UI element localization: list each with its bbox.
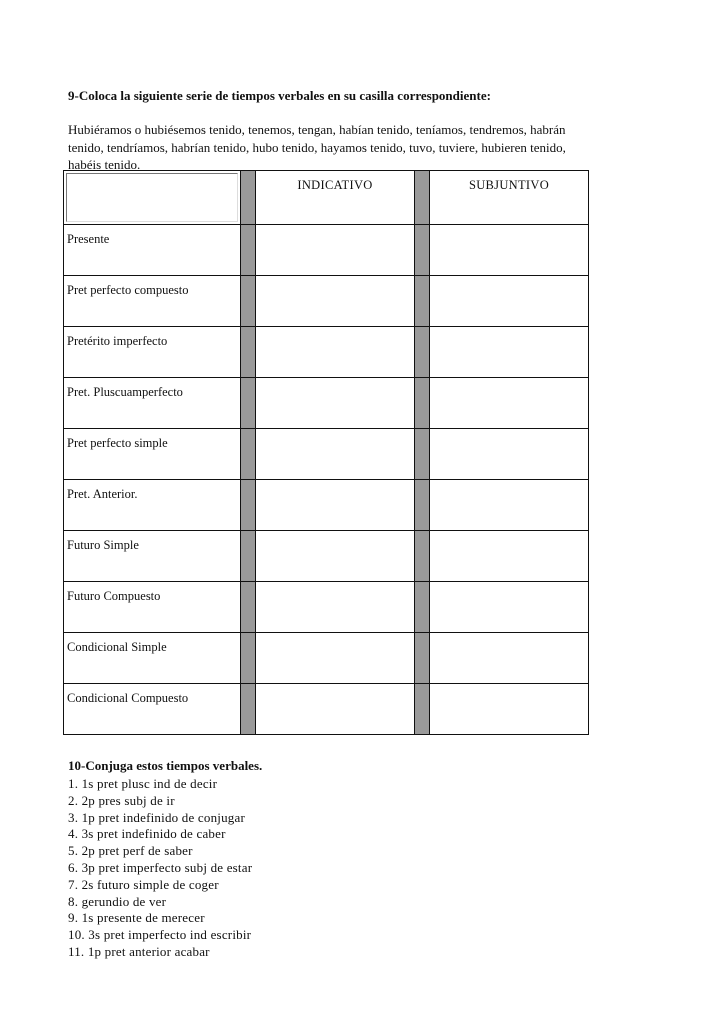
table-corner-cell	[64, 171, 241, 225]
gray-separator	[415, 429, 430, 480]
subjuntivo-answer-cell[interactable]	[430, 429, 589, 480]
indicativo-answer-cell[interactable]	[256, 378, 415, 429]
table-row	[64, 429, 589, 480]
tense-label: Pret. Pluscuamperfecto	[64, 378, 241, 429]
indicativo-answer-cell[interactable]	[256, 276, 415, 327]
indicativo-answer-cell[interactable]	[256, 633, 415, 684]
table-row	[64, 633, 589, 684]
indicativo-answer-cell[interactable]	[256, 225, 415, 276]
list-item: 11. 1p pret anterior acabar	[68, 943, 210, 959]
tense-label: Condicional Simple	[64, 633, 241, 684]
table-row	[64, 684, 589, 735]
table-row	[64, 378, 589, 429]
table-row	[64, 582, 589, 633]
subjuntivo-answer-cell[interactable]	[430, 582, 589, 633]
gray-separator	[241, 684, 256, 735]
tense-label: Futuro Simple	[64, 531, 241, 582]
gray-separator	[415, 171, 430, 225]
indicativo-answer-cell[interactable]	[256, 327, 415, 378]
tense-classification-table	[63, 170, 589, 735]
list-item: 9. 1s presente de merecer	[68, 910, 205, 926]
gray-separator	[241, 531, 256, 582]
subjuntivo-answer-cell[interactable]	[430, 633, 589, 684]
conjugation-list	[68, 776, 252, 961]
list-item: 7. 2s futuro simple de coger	[68, 876, 219, 892]
indicativo-header: INDICATIVO	[256, 171, 415, 225]
subjuntivo-answer-cell[interactable]	[430, 276, 589, 327]
list-item: 8. gerundio de ver	[68, 893, 167, 909]
gray-separator	[241, 378, 256, 429]
subjuntivo-answer-cell[interactable]	[430, 684, 589, 735]
tense-label: Pret perfecto simple	[64, 429, 241, 480]
gray-separator	[415, 327, 430, 378]
gray-separator	[415, 684, 430, 735]
tense-label: Futuro Compuesto	[64, 582, 241, 633]
indicativo-answer-cell[interactable]	[256, 684, 415, 735]
gray-separator	[241, 582, 256, 633]
gray-separator	[241, 171, 256, 225]
subjuntivo-answer-cell[interactable]	[430, 531, 589, 582]
gray-separator	[241, 633, 256, 684]
gray-separator	[241, 225, 256, 276]
gray-separator	[415, 225, 430, 276]
table-row	[64, 327, 589, 378]
list-item: 3. 1p pret indefinido de conjugar	[68, 809, 245, 825]
list-item: 2. 2p pres subj de ir	[68, 792, 175, 808]
indicativo-answer-cell[interactable]	[256, 582, 415, 633]
indicativo-answer-cell[interactable]	[256, 531, 415, 582]
tense-label: Pret. Anterior.	[64, 480, 241, 531]
tense-label: Pretérito imperfecto	[64, 327, 241, 378]
list-item: 1. 1s pret plusc ind de decir	[68, 776, 218, 791]
gray-separator	[415, 480, 430, 531]
gray-separator	[415, 582, 430, 633]
subjuntivo-answer-cell[interactable]	[430, 480, 589, 531]
table-row	[64, 225, 589, 276]
gray-separator	[415, 276, 430, 327]
indicativo-answer-cell[interactable]	[256, 480, 415, 531]
tense-label: Presente	[64, 225, 241, 276]
subjuntivo-answer-cell[interactable]	[430, 378, 589, 429]
gray-separator	[415, 378, 430, 429]
indicativo-answer-cell[interactable]	[256, 429, 415, 480]
gray-separator	[241, 429, 256, 480]
table-row	[64, 276, 589, 327]
list-item: 5. 2p pret perf de saber	[68, 843, 193, 859]
gray-separator	[241, 480, 256, 531]
list-item: 6. 3p pret imperfecto subj de estar	[68, 859, 253, 875]
subjuntivo-answer-cell[interactable]	[430, 327, 589, 378]
paragraph-line: Hubiéramos o hubiésemos tenido, tenemos, tengan, habían tenido, teníamos, tendremos, habrán	[68, 122, 566, 137]
table-row	[64, 480, 589, 531]
table-row	[64, 531, 589, 582]
gray-separator	[415, 531, 430, 582]
tense-label: Condicional Compuesto	[64, 684, 241, 735]
paragraph-line: tenido, tendríamos, habrían tenido, hubo tenido, hayamos tenido, tuvo, tuviere, hubieren tenido,	[68, 139, 566, 155]
paragraph-line: habéis tenido.	[68, 157, 141, 172]
gray-separator	[241, 276, 256, 327]
gray-separator	[241, 327, 256, 378]
list-item: 10. 3s pret imperfecto ind escribir	[68, 927, 252, 943]
gray-separator	[415, 633, 430, 684]
subjuntivo-answer-cell[interactable]	[430, 225, 589, 276]
exercise-10-heading: 10-Conjuga estos tiempos verbales.	[68, 758, 263, 773]
tense-label: Pret perfecto compuesto	[64, 276, 241, 327]
verb-forms-paragraph	[68, 121, 648, 174]
exercise-9-heading: 9-Coloca la siguiente serie de tiempos verbales en su casilla correspondiente:	[68, 88, 491, 103]
subjuntivo-header: SUBJUNTIVO	[430, 171, 589, 225]
table-header-row	[64, 171, 589, 225]
list-item: 4. 3s pret indefinido de caber	[68, 826, 226, 842]
